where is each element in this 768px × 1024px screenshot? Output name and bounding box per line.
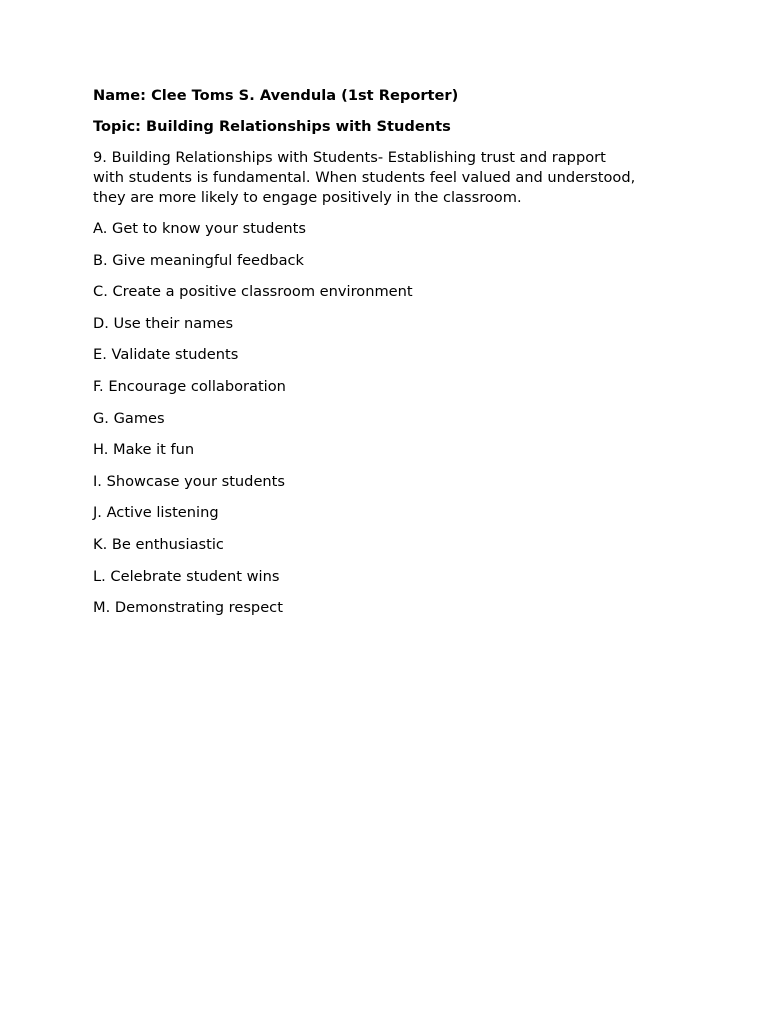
list-item: B. Give meaningful feedback (93, 251, 304, 269)
list-item: L. Celebrate student wins (93, 567, 280, 585)
list-item: H. Make it fun (93, 441, 195, 459)
topic-heading: Topic: Building Relationships with Students (93, 118, 451, 135)
intro-paragraph (93, 148, 683, 208)
list-item: M. Demonstrating respect (93, 599, 283, 617)
list-item: I. Showcase your students (93, 472, 285, 490)
document-page (93, 86, 683, 630)
intro-line: with students is fundamental. When students feel valued and understood, (93, 169, 636, 186)
list-item: K. Be enthusiastic (93, 535, 224, 553)
intro-line: 9. Building Relationships with Students- Establishing trust and rapport (93, 149, 606, 166)
list-item: E. Validate students (93, 346, 239, 364)
strategy-list (93, 219, 683, 618)
intro-line: they are more likely to engage positively in the classroom. (93, 189, 522, 206)
reporter-name: Name: Clee Toms S. Avendula (1st Reporter) (93, 87, 459, 104)
list-item: D. Use their names (93, 314, 234, 332)
list-item: F. Encourage collaboration (93, 377, 286, 395)
list-item: G. Games (93, 409, 165, 427)
list-item: C. Create a positive classroom environment (93, 283, 413, 301)
list-item: A. Get to know your students (93, 220, 306, 237)
list-item: J. Active listening (93, 504, 219, 522)
